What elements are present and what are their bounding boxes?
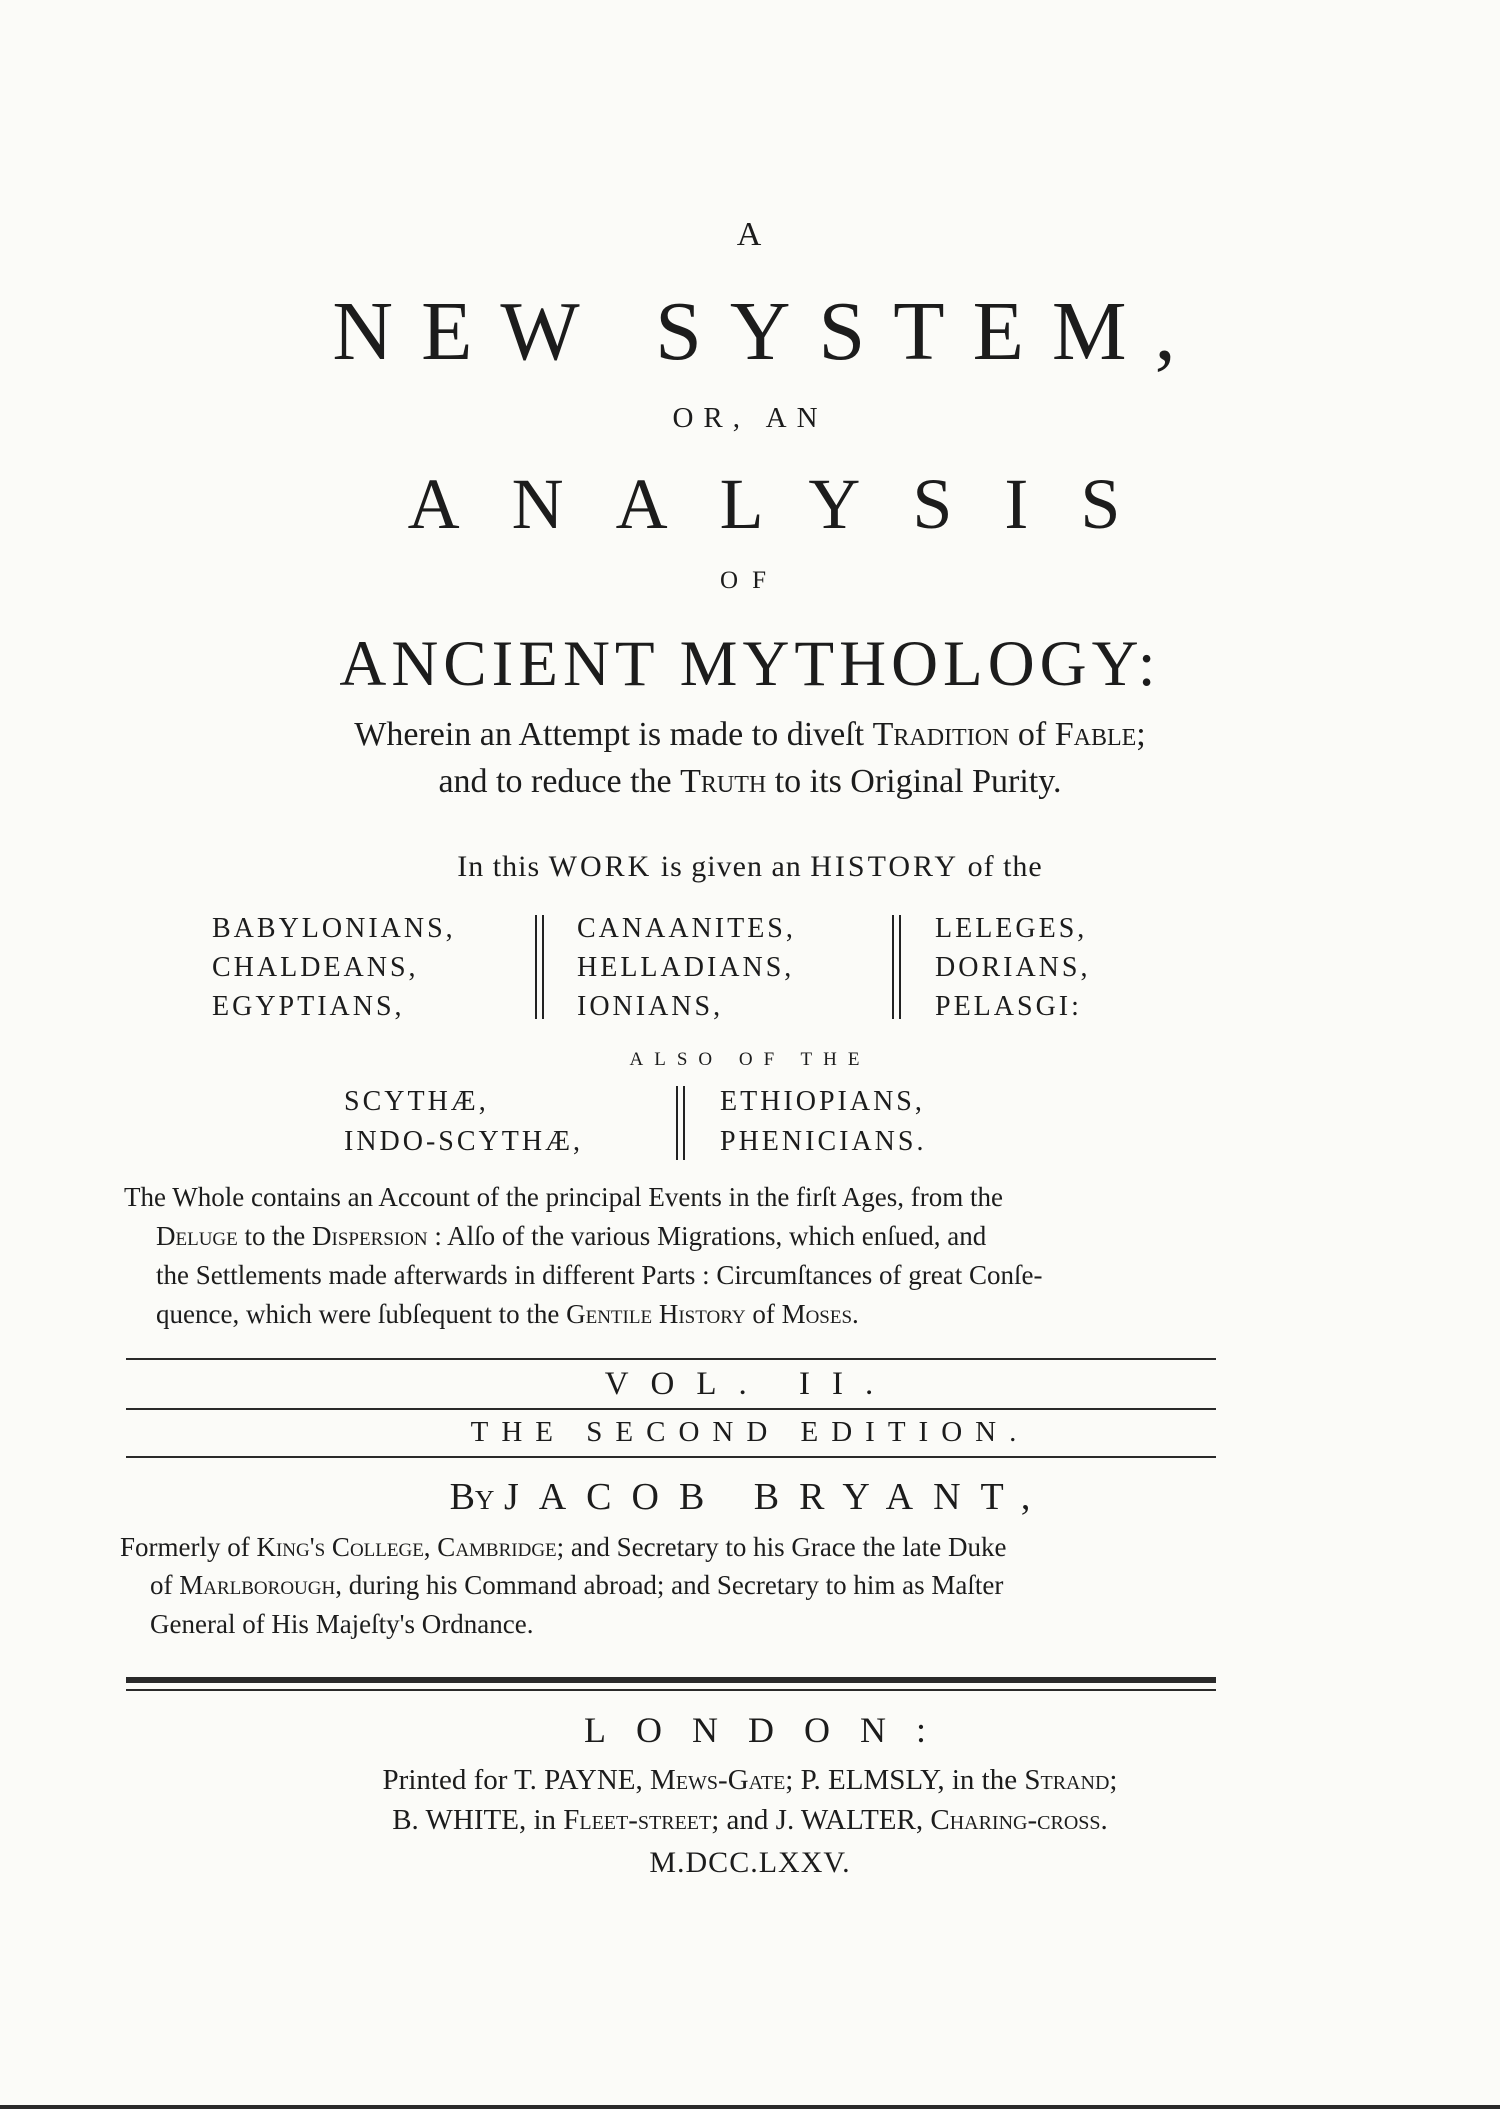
author-desc-text: of xyxy=(150,1570,180,1600)
author-name: JACOB BRYANT, xyxy=(503,1476,1051,1518)
title-new-system: NEW SYSTEM, xyxy=(332,285,1204,378)
author-line xyxy=(0,1478,1500,1516)
peoples-col1-item: BABYLONIANS, xyxy=(212,913,456,944)
account-line-3: the Settlements made afterwards in different Parts : Circumſtances of great Conſe- xyxy=(156,1260,1043,1290)
peoples-col2-item: IONIANS, xyxy=(577,991,724,1022)
also-of-the: ALSO OF THE xyxy=(629,1049,871,1070)
double-rule-thick xyxy=(126,1677,1216,1683)
work-word: WORK xyxy=(548,850,653,883)
edition: THE SECOND EDITION. xyxy=(470,1416,1030,1448)
imprint-text: ; and J. WALTER, xyxy=(711,1804,931,1836)
author-desc-text: Formerly of xyxy=(120,1532,257,1562)
history-word: HISTORY xyxy=(810,850,960,883)
peoples2-col2-item: ETHIOPIANS, xyxy=(720,1086,925,1117)
peoples-col1-item: EGYPTIANS, xyxy=(212,991,405,1022)
account-text: . xyxy=(852,1299,859,1329)
by-word: By xyxy=(449,1476,495,1518)
dispersion-word: Dispersion xyxy=(312,1221,428,1251)
account-text: to the xyxy=(237,1221,313,1251)
subtitle-tradition: Tradition xyxy=(872,716,1010,753)
double-rule-thin xyxy=(126,1689,1216,1691)
fleet-street: Fleet-street xyxy=(563,1804,712,1836)
title-ancient-mythology: ANCIENT MYTHOLOGY: xyxy=(339,628,1161,700)
subtitle-text: of xyxy=(1009,716,1055,753)
column-divider xyxy=(535,915,544,1019)
imprint-line-1 xyxy=(0,1766,1500,1795)
account-line-1: The Whole contains an Account of the principal Events in the firſt Ages, from the xyxy=(124,1182,1004,1212)
volume-number: VOL. II. xyxy=(604,1366,896,1402)
imprint-text: B. WHITE, in xyxy=(392,1804,564,1836)
imprint-line-2 xyxy=(0,1806,1500,1835)
peoples2-col2-item: PHENICIANS. xyxy=(720,1126,927,1157)
column-divider xyxy=(676,1086,685,1160)
peoples2-col1-item: SCYTHÆ, xyxy=(344,1086,489,1117)
charing-cross: Charing-cross xyxy=(930,1804,1101,1836)
title-of: OF xyxy=(720,567,780,594)
subtitle-fable: Fable xyxy=(1054,716,1137,753)
author-desc-text: , during his Command abroad; and Secretary to him as Maſter xyxy=(335,1570,1004,1600)
peoples-col2-item: HELLADIANS, xyxy=(577,952,795,983)
author-desc-line-2 xyxy=(150,1572,1003,1599)
account-text: of xyxy=(745,1299,782,1329)
account-text: quence, which were ſubſequent to the xyxy=(156,1299,567,1329)
marlborough: Marlborough xyxy=(179,1570,336,1600)
subtitle-text: Wherein an Attempt is made to diveſt xyxy=(354,716,873,753)
rule xyxy=(126,1456,1216,1458)
imprint-text: . xyxy=(1100,1804,1108,1836)
moses-word: Moses xyxy=(781,1299,853,1329)
account-line-4 xyxy=(156,1301,859,1328)
peoples-col2-item: CANAANITES, xyxy=(577,913,796,944)
peoples2-col1-item: INDO-SCYTHÆ, xyxy=(344,1126,583,1157)
rule xyxy=(126,1408,1216,1410)
work-text: is given an xyxy=(652,850,811,883)
mews-gate: Mews-Gate xyxy=(650,1764,786,1796)
peoples-col1-item: CHALDEANS, xyxy=(212,952,419,983)
title-or-an: OR, AN xyxy=(672,402,828,434)
subtitle-line-2 xyxy=(0,765,1500,799)
scan-bottom-edge xyxy=(0,2105,1500,2109)
author-desc-text: ; and Secretary to his Grace the late Duke xyxy=(556,1532,1007,1562)
imprint-text: Printed for T. PAYNE, xyxy=(382,1764,651,1796)
account-text: : Alſo of the various Migrations, which enſued, and xyxy=(427,1221,987,1251)
imprint-city: LONDON: xyxy=(584,1710,956,1750)
peoples-col3-item: LELEGES, xyxy=(935,913,1088,944)
rule xyxy=(126,1358,1216,1360)
deluge-word: Deluge xyxy=(156,1221,238,1251)
column-divider xyxy=(892,915,901,1019)
subtitle-text: to its Original Purity. xyxy=(766,763,1062,800)
imprint-text: ; xyxy=(1109,1764,1118,1796)
work-text: of the xyxy=(959,850,1043,883)
kings-college: King's College, Cambridge xyxy=(256,1532,557,1562)
title-analysis: ANALYSIS xyxy=(407,464,1173,544)
work-intro xyxy=(0,852,1500,882)
title-article: A xyxy=(736,216,764,253)
imprint-text: ; P. ELMSLY, in the xyxy=(785,1764,1025,1796)
work-text: In this xyxy=(457,850,549,883)
imprint-year: M.DCC.LXXV. xyxy=(649,1846,851,1879)
author-desc-line-1 xyxy=(120,1534,1006,1561)
subtitle-text: ; xyxy=(1136,716,1146,753)
subtitle-line-1 xyxy=(0,718,1500,752)
subtitle-text: and to reduce the xyxy=(438,763,681,800)
strand: Strand xyxy=(1024,1764,1110,1796)
account-line-2 xyxy=(156,1223,986,1250)
peoples-col3-item: PELASGI: xyxy=(935,991,1082,1022)
author-desc-line-3: General of His Majeſty's Ordnance. xyxy=(150,1609,534,1639)
gentile-history-word: Gentile History xyxy=(566,1299,746,1329)
subtitle-truth: Truth xyxy=(680,763,767,800)
peoples-col3-item: DORIANS, xyxy=(935,952,1091,983)
